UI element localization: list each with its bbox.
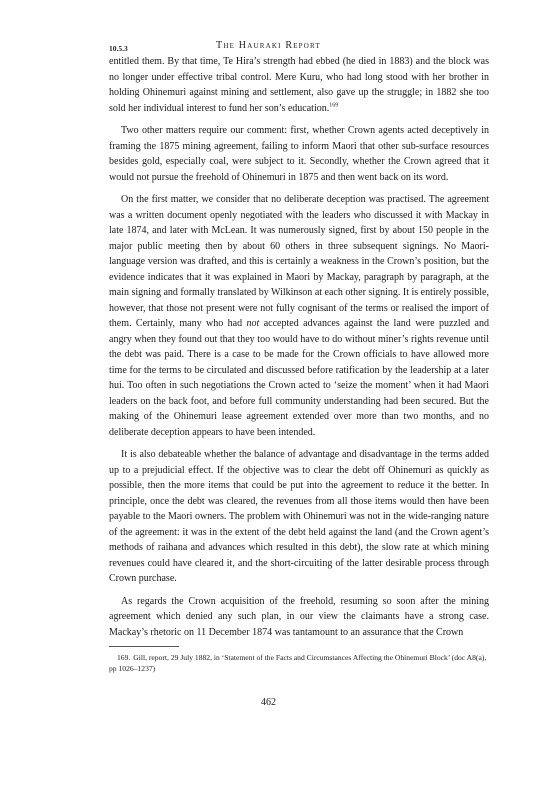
text-run: As regards the Crown acquisition of the freehold, resuming so soon after the mining agreement which denied any such plan, in our view the claimants have a strong case. Mackay’s rhetoric on 11 December 1874 was tantamount to an assurance that the Crown	[109, 595, 489, 638]
text-run: entitled them. By that time, Te Hira’s strength had ebbed (he died in 1883) and the block was no longer under effective tribal control. Mere Kuru, who had long stood with her brother in holding Ohinemuri against mining and settlement, also gave up the struggle; in 1882 she too sold her individual interest to fund her son’s education.	[109, 56, 489, 114]
section-number: 10.5.3	[109, 44, 128, 53]
body-paragraph	[109, 123, 489, 185]
body-paragraph	[109, 192, 489, 440]
footnote	[109, 652, 489, 674]
body-text	[109, 54, 489, 647]
body-paragraph	[109, 594, 489, 641]
text-run: On the first matter, we consider that no deliberate deception was practised. The agreement was a written document openly negotiated with the leaders who discussed it with Mackay in late 1874, and later with McLean. It was numerously signed, first by about 150 people in the major public meeting then by about 60 others in three subsequent signings. No Maori-language version was drafted, and this is certainly a weakness in the Crown’s position, but the evidence indicates that it was explained in Maori by Mackay, paragraph by paragraph, at the main signing and formally translated by Wilkinson at each other signing. It is entirely possible, however, that those not present were not fully cognisant of the terms or realised the import of them. Certainly, many who had	[109, 194, 489, 329]
text-run: Two other matters require our comment: first, whether Crown agents acted deceptively in framing the 1875 mining agreement, failing to inform Maori that other sub-surface resources besides gold, especially coal, were subject to it. Secondly, whether the Crown agreed that it would not pursue the freehold of Ohinemuri in 1875 and then went back on its word.	[109, 125, 489, 183]
running-title: The Hauraki Report	[216, 40, 321, 51]
footnote-number: 169.	[117, 653, 131, 662]
body-paragraph	[109, 54, 489, 116]
text-run: accepted advances against the land were puzzled and angry when they found out that they too would have to do without miner’s rights revenue until the debt was paid. There is a case to be made for the Crown officials to have allowed more time for the terms to be circulated and discussed before ratification by the leadership at a later hui. Too often in such negotiations the Crown acted to ‘seize the moment’ when it had Maori leaders on the back foot, and before full community understanding had been secured. But the making of the Ohinemuri lease agreement extended over more than two months, and no deliberate deception appears to have been intended.	[109, 318, 489, 438]
footnote-divider	[109, 646, 179, 647]
text-run: It is also debateable whether the balance of advantage and disadvantage in the terms added up to a prejudicial effect. If the objective was to clear the debt off Ohinemuri as quickly as possible, then the more items that could be put into the agreement to reduce it the better. In principle, once the debt was cleared, the revenues from all those items would then have been payable to the Maori owners. The problem with Ohinemuri was not in the wide-ranging nature of the agreement: it was in the extent of the debt held against the land (and the Crown agent’s methods of raihana and advances which resulted in this debt), the slow rate at which mining revenues could have cleared it, and the short-circuiting of the latter desirable process through Crown purchase.	[109, 449, 489, 584]
emphasis: not	[246, 318, 260, 329]
page-number: 462	[261, 697, 276, 708]
footnote-text: Gill, report, 29 July 1882, in ‘Statement of the Facts and Circumstances Affecting the Ohinemuri Block’ (doc A8(a), pp 1026–1237)	[109, 653, 487, 673]
body-paragraph	[109, 447, 489, 587]
footnote-reference: 169	[329, 102, 339, 109]
